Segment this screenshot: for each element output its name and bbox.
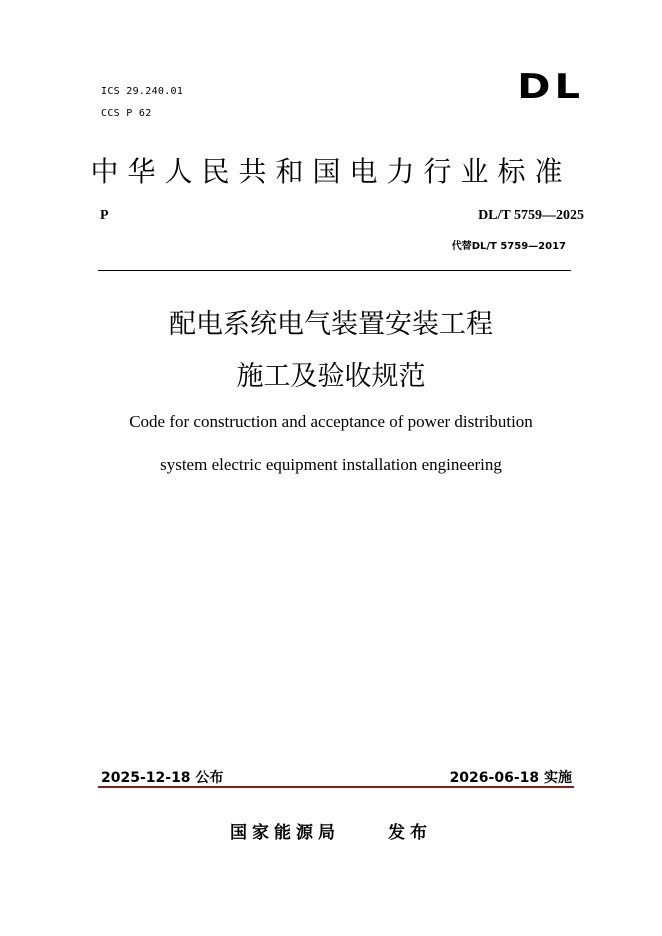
ics-code: ICS 29.240.01 [101, 86, 184, 97]
issuer-line [0, 818, 662, 843]
dl-logo: DL [517, 67, 584, 107]
document-title-en-line1: Code for construction and acceptance of power distribution [129, 412, 533, 431]
top-divider [98, 270, 571, 271]
issue-label: 发布 [388, 823, 432, 843]
standard-number: DL/T 5759—2025 [478, 208, 584, 223]
classification-letter: P [100, 208, 109, 223]
bottom-divider [98, 786, 574, 788]
document-title-zh-line1: 配电系统电气装置安装工程 [169, 309, 493, 340]
document-title-en-line2: system electric equipment installation engineering [160, 455, 502, 474]
publish-date: 2025-12-18 公布 [101, 770, 224, 786]
replaces-note: 代替DL/T 5759—2017 [451, 241, 566, 252]
standard-title: 中华人民共和国电力行业标准 [90, 155, 572, 188]
document-title-zh-line2: 施工及验收规范 [236, 361, 426, 392]
implement-date: 2026-06-18 实施 [449, 770, 572, 786]
ccs-code: CCS P 62 [101, 108, 152, 119]
issuer-name: 国家能源局 [230, 823, 340, 843]
